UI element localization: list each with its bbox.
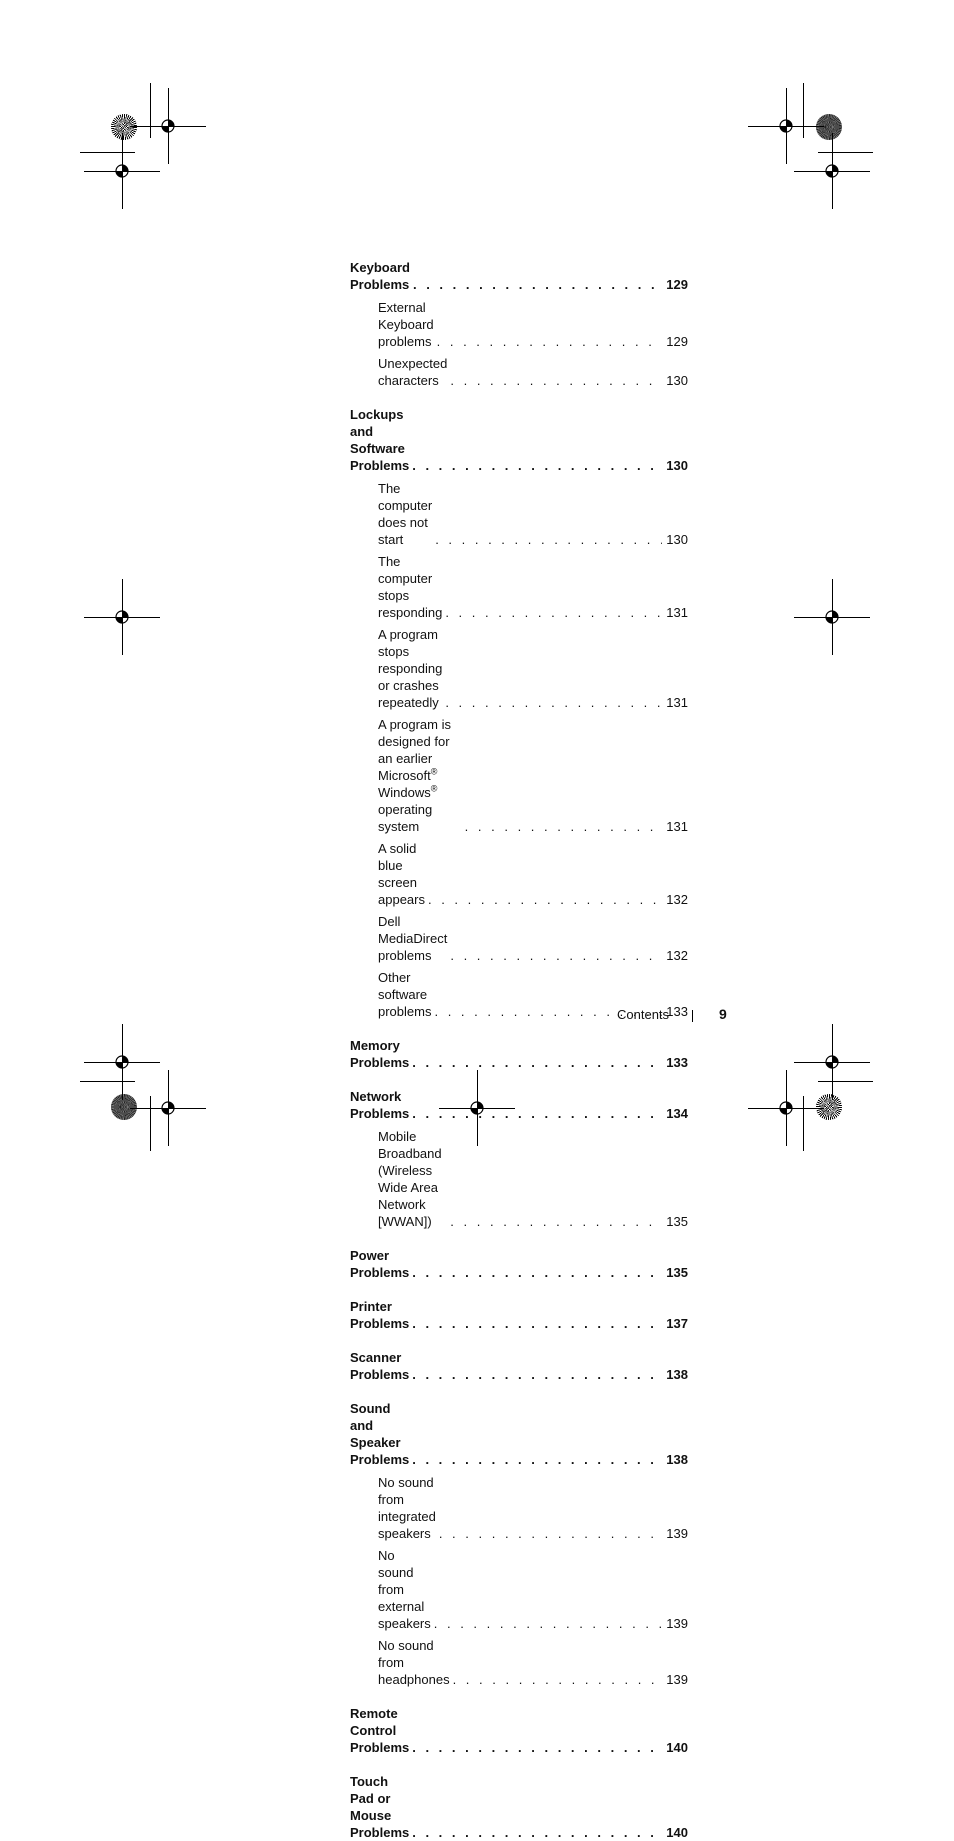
crop-mark-line (803, 83, 804, 138)
crop-mark-line (832, 579, 833, 655)
dot-leader (465, 818, 662, 835)
dot-leader (412, 1054, 662, 1071)
color-bar-star-icon (111, 114, 137, 140)
toc-subsection-entry[interactable] (350, 299, 688, 350)
toc-section-entry[interactable] (350, 1705, 688, 1756)
dot-leader (453, 1671, 662, 1688)
footer-separator (692, 1010, 693, 1022)
toc-entry-title: Sound and Speaker Problems (350, 1401, 410, 1467)
toc-entry-page: 140 (666, 1825, 688, 1840)
toc-entry-title: A program stops responding or crashes repeatedly (378, 627, 443, 710)
dot-leader (412, 1824, 662, 1841)
toc-entry-page: 138 (666, 1367, 688, 1382)
toc-subsection-entry[interactable] (350, 840, 688, 908)
toc-section-entry[interactable] (350, 1773, 688, 1841)
toc-entry-title: External Keyboard problems (378, 300, 434, 349)
toc-entry-title: The computer does not start (378, 481, 433, 547)
crop-mark-line (832, 1024, 833, 1100)
toc-entry-title: Memory Problems (350, 1038, 410, 1070)
footer-page-number: 9 (719, 1006, 727, 1022)
color-bar-star-icon (816, 1094, 842, 1120)
toc-entry-title: Remote Control Problems (350, 1706, 410, 1755)
toc-entry-title: A solid blue screen appears (378, 841, 425, 907)
toc-entry-title: Dell MediaDirect problems (378, 914, 448, 963)
toc-entry-page: 130 (666, 458, 688, 473)
toc-entry-page: 131 (666, 605, 688, 620)
dot-leader (450, 947, 662, 964)
color-bar-star-icon (111, 1094, 137, 1120)
toc-section-entry[interactable] (350, 1037, 688, 1071)
dot-leader (428, 891, 662, 908)
dot-leader (439, 1525, 662, 1542)
toc-entry-title: Touch Pad or Mouse Problems (350, 1774, 410, 1840)
toc-entry-title: Power Problems (350, 1248, 410, 1280)
toc-subsection-entry[interactable] (350, 553, 688, 621)
toc-entry-title: Keyboard Problems (350, 260, 410, 292)
toc-subsection-entry[interactable] (350, 913, 688, 964)
dot-leader (435, 531, 662, 548)
toc-entry-page: 132 (666, 892, 688, 907)
toc-subsection-entry[interactable] (350, 355, 688, 389)
toc-entry-title: No sound from integrated speakers (378, 1475, 436, 1541)
crop-mark-line (168, 88, 169, 164)
toc-entry-page: 133 (666, 1055, 688, 1070)
toc-entry-title: No sound from external speakers (378, 1548, 431, 1631)
toc-entry-title: No sound from headphones (378, 1638, 450, 1687)
toc-subsection-entry[interactable] (350, 626, 688, 711)
toc-subsection-entry[interactable] (350, 480, 688, 548)
toc-entry-page: 135 (666, 1214, 688, 1229)
toc-entry-title: Mobile Broadband (Wireless Wide Area Network [WWAN]) (378, 1129, 442, 1229)
dot-leader (412, 1264, 662, 1281)
crop-mark-line (80, 152, 135, 153)
footer-label: Contents (617, 1007, 670, 1022)
crop-mark-line (150, 83, 151, 138)
crop-mark-line (122, 579, 123, 655)
toc-entry-title: Lockups and Software Problems (350, 407, 410, 473)
toc-entry-page: 135 (666, 1265, 688, 1280)
toc-entry-page: 139 (666, 1672, 688, 1687)
toc-entry-page: 129 (666, 334, 688, 349)
toc-subsection-entry[interactable] (350, 716, 688, 835)
dot-leader (445, 694, 662, 711)
toc-entry-page: 130 (666, 532, 688, 547)
crop-mark-line (122, 1024, 123, 1100)
crop-mark-line (122, 133, 123, 209)
toc-subsection-entry[interactable] (350, 1128, 688, 1230)
dot-leader (412, 1315, 662, 1332)
toc-entry-page: 130 (666, 373, 688, 388)
toc-entry-page: 138 (666, 1452, 688, 1467)
toc-section-entry[interactable] (350, 1349, 688, 1383)
crop-mark-line (803, 1096, 804, 1151)
toc-entry-title: A program is designed for an earlier Microsoft® Windows® operating system (378, 717, 451, 834)
crop-mark-line (818, 1081, 873, 1082)
toc-entry-page: 134 (666, 1106, 688, 1121)
dot-leader (412, 1739, 662, 1756)
toc-entry-page: 131 (666, 819, 688, 834)
toc-subsection-entry[interactable] (350, 1547, 688, 1632)
dot-leader (412, 457, 662, 474)
toc-entry-page: 139 (666, 1616, 688, 1631)
toc-entry-page: 133 (666, 1004, 688, 1019)
dot-leader (412, 1366, 662, 1383)
dot-leader (434, 1615, 662, 1632)
toc-entry-title: Other software problems (378, 970, 432, 1019)
toc-entry-title: Network Problems (350, 1089, 410, 1121)
toc-subsection-entry[interactable] (350, 1474, 688, 1542)
toc-section-entry[interactable] (350, 1400, 688, 1468)
dot-leader (412, 1451, 662, 1468)
dot-leader (445, 604, 662, 621)
crop-mark-line (786, 1070, 787, 1146)
table-of-contents (350, 259, 688, 1841)
crop-mark-line (150, 1096, 151, 1151)
toc-entry-page: 132 (666, 948, 688, 963)
toc-entry-page: 139 (666, 1526, 688, 1541)
toc-section-entry[interactable] (350, 1088, 688, 1122)
toc-section-entry[interactable] (350, 406, 688, 474)
crop-mark-line (832, 133, 833, 209)
crop-mark-line (168, 1070, 169, 1146)
color-bar-star-icon (816, 114, 842, 140)
dot-leader (450, 372, 662, 389)
crop-mark-line (786, 88, 787, 164)
dot-leader (437, 333, 662, 350)
dot-leader (412, 1105, 662, 1122)
toc-entry-title: Printer Problems (350, 1299, 410, 1331)
dot-leader (413, 276, 662, 293)
toc-entry-title: Scanner Problems (350, 1350, 410, 1382)
toc-entry-page: 129 (666, 277, 688, 292)
toc-section-entry[interactable] (350, 1247, 688, 1281)
toc-entry-title: The computer stops responding (378, 554, 443, 620)
toc-entry-page: 137 (666, 1316, 688, 1331)
toc-entry-page: 140 (666, 1740, 688, 1755)
dot-leader (450, 1213, 662, 1230)
toc-entry-title: Unexpected characters (378, 356, 448, 388)
crop-mark-line (80, 1081, 135, 1082)
toc-entry-page: 131 (666, 695, 688, 710)
toc-section-entry[interactable] (350, 1298, 688, 1332)
toc-section-entry[interactable] (350, 259, 688, 293)
toc-subsection-entry[interactable] (350, 1637, 688, 1688)
crop-mark-line (818, 152, 873, 153)
